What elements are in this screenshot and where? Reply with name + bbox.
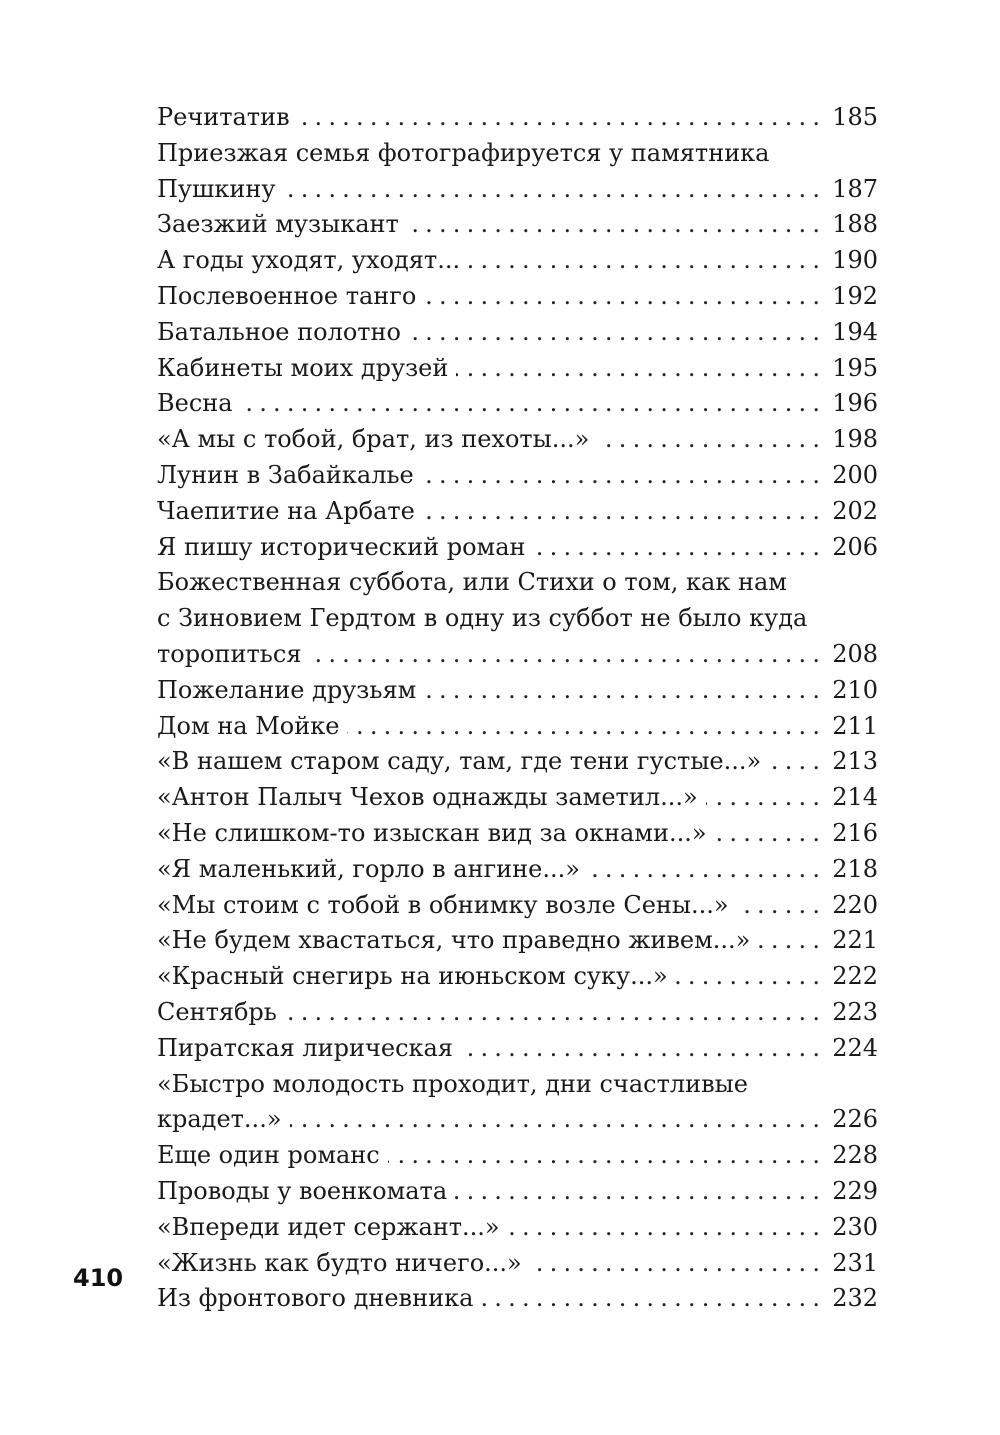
toc-entry-final-line [157, 243, 878, 279]
dot-leader [461, 1031, 826, 1067]
toc-entry-final-line [157, 995, 878, 1031]
dot-leader [456, 351, 826, 387]
toc-entry-title: «А мы с тобой, брат, из пехоты...» [157, 425, 590, 454]
dot-leader [597, 422, 826, 458]
toc-entry-page: 216 [832, 818, 878, 847]
toc-entry-final-line [157, 673, 878, 709]
toc-entry-final-line [157, 709, 878, 745]
toc-entry [157, 494, 878, 530]
toc-entry-title: Из фронтового дневника [157, 1284, 474, 1313]
toc-entry [157, 888, 878, 924]
dot-leader [508, 1210, 827, 1246]
toc-entry-title: Кабинеты моих друзей [157, 353, 449, 382]
toc-entry [157, 315, 878, 351]
toc-entry [157, 100, 878, 136]
toc-entry-title-line: «Быстро молодость проходит, дни счастливые [157, 1069, 748, 1098]
toc-entry-page: 196 [832, 389, 878, 418]
toc-entry-title: Батальное полотно [157, 317, 401, 346]
toc-entry-final-line [157, 494, 878, 530]
toc-entry-page: 214 [832, 783, 878, 812]
toc-entry [157, 565, 878, 672]
dot-leader [424, 279, 826, 315]
table-of-contents [157, 100, 878, 1317]
toc-entry-title: «Мы стоим с тобой в обнимку возле Сены...» [157, 890, 729, 919]
toc-entry-title: крадет...» [157, 1105, 282, 1134]
toc-entry-page: 228 [832, 1141, 878, 1170]
dot-leader [347, 709, 826, 745]
toc-entry [157, 207, 878, 243]
toc-entry-final-line [157, 816, 878, 852]
toc-entry-page: 200 [832, 460, 878, 489]
toc-entry-page: 213 [832, 747, 878, 776]
toc-entry-title: «Впереди идет сержант...» [157, 1212, 500, 1241]
toc-entry-page: 221 [832, 926, 878, 955]
toc-entry-title: Сентябрь [157, 997, 277, 1026]
toc-entry-title: Лунин в Забайкалье [157, 460, 414, 489]
toc-entry-title: Весна [157, 389, 233, 418]
toc-entry [157, 458, 878, 494]
toc-entry [157, 959, 878, 995]
toc-entry-title: Проводы у военкомата [157, 1176, 448, 1205]
toc-entry [157, 744, 878, 780]
dot-leader [298, 100, 827, 136]
toc-entry-final-line [157, 1246, 878, 1282]
toc-entry-page: 222 [832, 962, 878, 991]
toc-entry-final-line [157, 888, 878, 924]
toc-entry-page: 220 [832, 890, 878, 919]
toc-entry-page: 185 [832, 103, 878, 131]
toc-entry-page: 211 [832, 711, 878, 740]
toc-entry [157, 386, 878, 422]
toc-entry-title: Дом на Мойке [157, 711, 340, 740]
toc-entry [157, 1067, 878, 1139]
dot-leader [423, 494, 826, 530]
toc-entry-final-line [157, 351, 878, 387]
dot-leader [455, 1174, 826, 1210]
dot-leader [676, 959, 826, 995]
toc-entry-title: Пожелание друзьям [157, 675, 417, 704]
dot-leader [309, 637, 826, 673]
toc-entry [157, 852, 878, 888]
toc-entry-final-line [157, 1281, 878, 1317]
toc-entry-final-line [157, 1138, 878, 1174]
toc-entry-title: «Жизнь как будто ничего...» [157, 1248, 522, 1277]
toc-entry [157, 1210, 878, 1246]
toc-entry [157, 1031, 878, 1067]
dot-leader [468, 243, 826, 279]
toc-entry [157, 243, 878, 279]
toc-entry-title: Пушкину [157, 174, 276, 203]
toc-entry-page: 192 [832, 281, 878, 310]
toc-entry-final-line [157, 1031, 878, 1067]
toc-entry [157, 673, 878, 709]
toc-entry-page: 223 [832, 997, 878, 1026]
toc-entry-final-line [157, 1102, 878, 1138]
page-number: 410 [73, 1264, 124, 1292]
toc-entry-page: 187 [832, 174, 878, 203]
toc-entry-final-line [157, 530, 878, 566]
toc-entry [157, 709, 878, 745]
toc-entry-title: Послевоенное танго [157, 281, 417, 310]
dot-leader [588, 852, 826, 888]
toc-entry [157, 780, 878, 816]
toc-entry-page: 198 [832, 425, 878, 454]
toc-entry-page: 195 [832, 353, 878, 382]
toc-entry-page: 190 [832, 246, 878, 275]
dot-leader [737, 888, 827, 924]
toc-entry-title: «Красный снегирь на июньском суку...» [157, 962, 668, 991]
toc-entry [157, 1246, 878, 1282]
dot-leader [241, 386, 827, 422]
toc-entry-page: 188 [832, 210, 878, 239]
toc-entry [157, 1174, 878, 1210]
toc-entry-final-line [157, 100, 878, 136]
toc-entry-title: «В нашем старом саду, там, где тени густые...» [157, 747, 762, 776]
dot-leader [407, 207, 826, 243]
toc-entry-page: 208 [832, 639, 878, 668]
toc-entry-title-line: Божественная суббота, или Стихи о том, как нам [157, 568, 787, 597]
toc-entry-title: Я пишу исторический роман [157, 532, 526, 561]
dot-leader [285, 995, 826, 1031]
toc-entry-final-line [157, 172, 878, 208]
toc-entry-page: 224 [832, 1033, 878, 1062]
toc-entry-final-line [157, 279, 878, 315]
toc-entry [157, 816, 878, 852]
toc-entry-page: 229 [832, 1176, 878, 1205]
toc-entry [157, 530, 878, 566]
toc-entry [157, 279, 878, 315]
toc-entry-final-line [157, 207, 878, 243]
toc-entry-final-line [157, 1174, 878, 1210]
dot-leader [534, 530, 827, 566]
toc-entry-final-line [157, 386, 878, 422]
toc-entry-title: «Не будем хвастаться, что праведно живем...» [157, 926, 751, 955]
toc-entry-title: Чаепитие на Арбате [157, 496, 415, 525]
toc-entry-title: «Антон Палыч Чехов однажды заметил...» [157, 783, 698, 812]
toc-entry-title: Заезжий музыкант [157, 210, 399, 239]
toc-entry-final-line [157, 959, 878, 995]
dot-leader [388, 1138, 826, 1174]
toc-entry-page: 230 [832, 1212, 878, 1241]
toc-entry-page: 194 [832, 317, 878, 346]
toc-entry-title-line: Приезжая семья фотографируется у памятника [157, 138, 770, 167]
toc-entry-page: 218 [832, 854, 878, 883]
toc-entry-title: А годы уходят, уходят... [157, 246, 461, 275]
toc-entry-final-line [157, 780, 878, 816]
toc-entry-page: 206 [832, 532, 878, 561]
toc-entry-final-line [157, 315, 878, 351]
toc-entry-title-line: с Зиновием Гердтом в одну из суббот не было куда [157, 604, 808, 633]
toc-entry-final-line [157, 1210, 878, 1246]
toc-entry [157, 923, 878, 959]
toc-entry-final-line [157, 923, 878, 959]
toc-entry-page: 202 [832, 496, 878, 525]
toc-entry-title: Пиратская лирическая [157, 1033, 453, 1062]
toc-entry-final-line [157, 458, 878, 494]
toc-entry [157, 136, 878, 208]
dot-leader [530, 1246, 826, 1282]
toc-entry [157, 351, 878, 387]
dot-leader [481, 1281, 826, 1317]
toc-entry-title: Еще один романс [157, 1141, 380, 1170]
toc-entry [157, 422, 878, 458]
toc-entry-title: Речитатив [157, 103, 290, 131]
dot-leader [290, 1102, 827, 1138]
toc-entry-title: «Я маленький, горло в ангине...» [157, 854, 580, 883]
toc-entry [157, 1138, 878, 1174]
toc-entry-final-line [157, 422, 878, 458]
toc-entry [157, 1281, 878, 1317]
toc-entry-page: 226 [832, 1105, 878, 1134]
toc-entry-final-line [157, 637, 878, 673]
dot-leader [706, 780, 827, 816]
dot-leader [769, 744, 826, 780]
dot-leader [715, 816, 827, 852]
dot-leader [422, 458, 826, 494]
toc-entry-page: 231 [832, 1248, 878, 1277]
toc-entry-page: 232 [832, 1284, 878, 1313]
dot-leader [283, 172, 826, 208]
toc-entry [157, 995, 878, 1031]
dot-leader [424, 673, 826, 709]
toc-entry-final-line [157, 852, 878, 888]
toc-entry-title: торопиться [157, 639, 302, 668]
toc-entry-final-line [157, 744, 878, 780]
dot-leader [758, 923, 826, 959]
toc-entry-title: «Не слишком-то изыскан вид за окнами...» [157, 818, 707, 847]
toc-entry-page: 210 [832, 675, 878, 704]
dot-leader [409, 315, 826, 351]
